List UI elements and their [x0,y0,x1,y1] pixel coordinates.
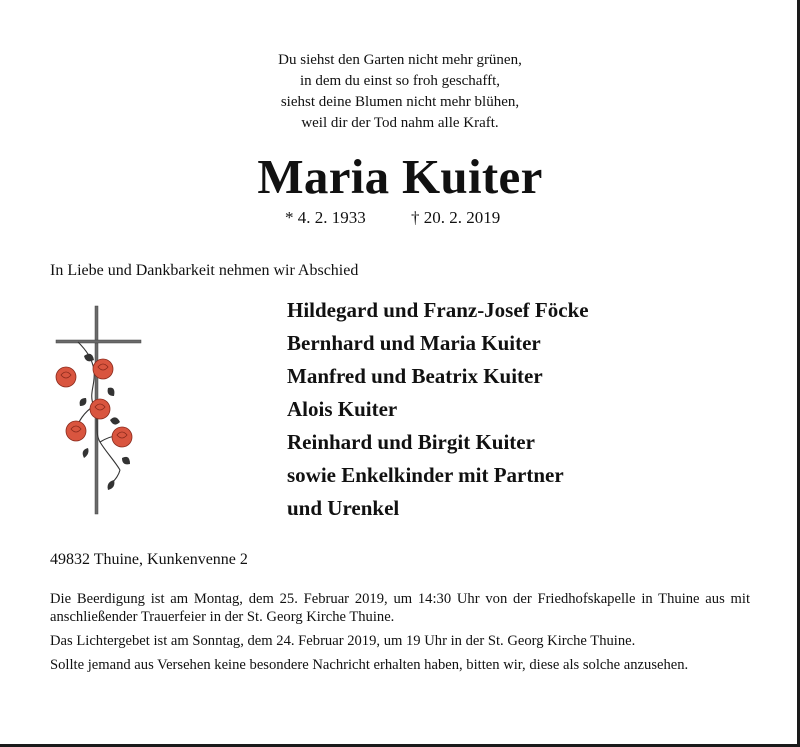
prayer-note: Das Lichtergebet ist am Sonntag, dem 24. Februar 2019, um 19 Uhr in der St. Georg Kirche Thuine. [50,633,636,649]
poem [0,50,800,134]
mourners-list [287,296,589,527]
poem-line: in dem du einst so froh geschafft, [299,73,501,89]
mourner-line: sowie Enkelkinder mit Partner [287,463,564,487]
poem-line: Du siehst den Garten nicht mehr grünen, [278,52,522,68]
birth-date: * 4. 2. 1933 [285,208,366,227]
service-notes [50,590,750,680]
mourner-line: Alois Kuiter [287,397,398,421]
deceased-name: Maria Kuiter [257,149,543,204]
cross-with-roses-icon [48,302,148,523]
mourner-line: und Urenkel [287,496,400,520]
funeral-note: Die Beerdigung ist am Montag, dem 25. Februar 2019, um 14:30 Uhr von der Friedhofskapelle in Thuine aus mit anschließender Trauerfeier in der St. Georg Kirche Thuine. [50,591,750,625]
mourner-line: Manfred und Beatrix Kuiter [287,364,543,388]
farewell-intro: In Liebe und Dankbarkeit nehmen wir Abschied [50,262,359,279]
poem-line: siehst deine Blumen nicht mehr blühen, [280,94,520,110]
notification-note: Sollte jemand aus Versehen keine besondere Nachricht erhalten haben, bitten wir, diese als solche anzusehen. [50,657,689,673]
mourner-line: Hildegard und Franz-Josef Föcke [287,298,589,322]
poem-line: weil dir der Tod nahm alle Kraft. [301,115,499,131]
mourner-line: Reinhard und Birgit Kuiter [287,430,535,454]
address: 49832 Thuine, Kunkenvenne 2 [50,551,248,568]
mourner-line: Bernhard und Maria Kuiter [287,331,541,355]
death-date: † 20. 2. 2019 [411,208,501,227]
